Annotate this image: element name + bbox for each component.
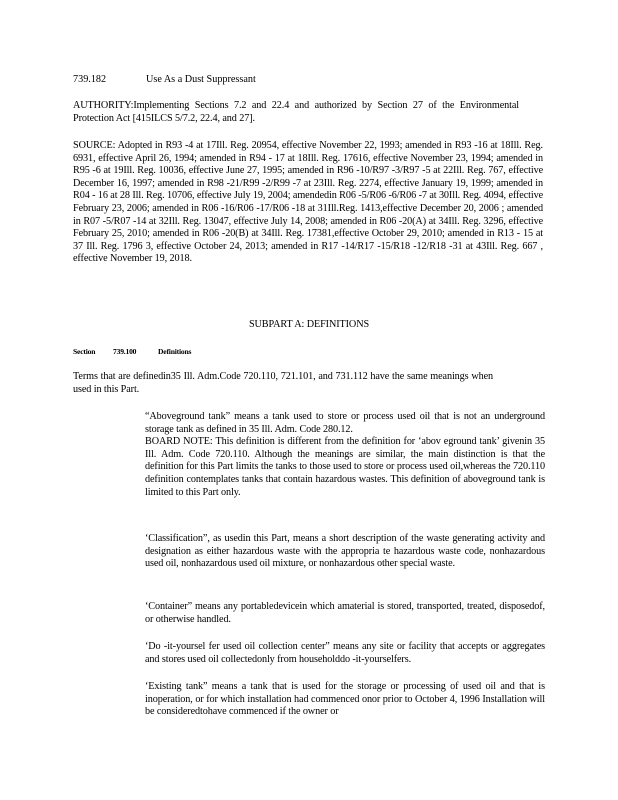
definitions-section-number: 739.100	[113, 347, 137, 356]
definitions-intro-paragraph: Terms that are definedin35 Ill. Adm.Code 720.110, 721.101, and 731.112 have the same meanings when used in this Part.	[73, 371, 493, 395]
section-label: Section	[73, 347, 96, 356]
definition-diy-collection-center: ‘Do -it-yoursel fer used oil collection center” means any site or facility that accepts or aggregates and stores used oil collectedonly from householddo -it-yourselfers.	[145, 641, 545, 665]
section-title: Use As a Dust Suppressant	[146, 74, 256, 85]
definition-aboveground-tank	[145, 411, 545, 499]
source-paragraph: SOURCE: Adopted in R93 -4 at 17Ill. Reg. 20954, effective November 22, 1993; amended in R93 -16 at 18Ill. Reg. 6931, effective April 26, 1994; amended in R94 - 17 at 18Ill. Reg. 17616, effective November 23, 1994; amended in R95 -6 at 19Ill. Reg. 10036, effective June 27, 1995; amended in R96 -10/R97 -3/R97 -5 at 22Ill. Reg. 767, effective December 16, 1997; amended in R98 -21/R99 -2/R99 -7 at 23Ill. Reg. 2274, effective January 19, 1999; amended in R04 - 16 at 28 Ill. Reg. 10706, effective July 19, 2004; amendedin R06 -5/R06 -6/R06 -7 at 30Ill. Reg. 4094, effective February 23, 2006; amended in R06 -16/R06 -17/R06 -18 at 31Ill.Reg. 1413,effective December 20, 2006 ; amended in R07 -5/R07 -14 at 32Ill. Reg. 13047, effective July 14, 2008; amended in R06 -20(A) at 34Ill. Reg. 3296, effective February 25, 2010; amended in R06 -20(B) at 34Ill. Reg. 17381,effective October 29, 2010; amended in R13 - 15 at 37 Ill. Reg. 1796 3, effective October 24, 2013; amended in R17 -14/R17 -15/R18 -12/R18 -31 at 43Ill. Reg. 667 , effective November 19, 2018.	[73, 140, 543, 265]
definition-text: “Aboveground tank” means a tank used to store or process used oil that is not an underground storage tank as defined in 35 Ill. Adm. Code 280.12.	[145, 411, 545, 435]
authority-paragraph: AUTHORITY:Implementing Sections 7.2 and 22.4 and authorized by Section 27 of the Environmental Protection Act [415ILCS 5/7.2, 22.4, and 27].	[73, 100, 519, 124]
subpart-heading: SUBPART A: DEFINITIONS	[248, 319, 370, 330]
section-title-line	[73, 74, 256, 86]
definition-existing-tank: ‘Existing tank” means a tank that is used for the storage or processing of used oil and that is inoperation, or for which installation had commenced onor prior to October 4, 1996 Installation will be consideredtohave commenced if the owner or	[145, 681, 545, 718]
definition-classification: ‘Classification”, as usedin this Part, means a short description of the waste generating activity and designation as either hazardous waste with the appropria te hazardous waste code, nonhazardous used oil, nonhazardous used oil mixture, or nonhazardous other special waste.	[145, 533, 545, 570]
section-number: 739.182	[73, 74, 107, 85]
definition-container: ‘Container” means any portabledevicein which amaterial is stored, transported, treated, disposedof, or otherwise handled.	[145, 601, 545, 625]
board-note: BOARD NOTE: This definition is different from the definition for ‘abov eground tank’ givenin 35 Ill. Adm. Code 720.110. Although the meanings are similar, the main distinction is that the definition for this Part limits the tanks to those used to store or process used oil,whereas the 720.110 definition contemplates tanks that contain hazardous wastes. This definition of aboveground tank is limited to this Part only.	[145, 436, 545, 498]
definitions-section-title: Definitions	[158, 347, 192, 356]
definitions-section-heading	[73, 347, 191, 357]
